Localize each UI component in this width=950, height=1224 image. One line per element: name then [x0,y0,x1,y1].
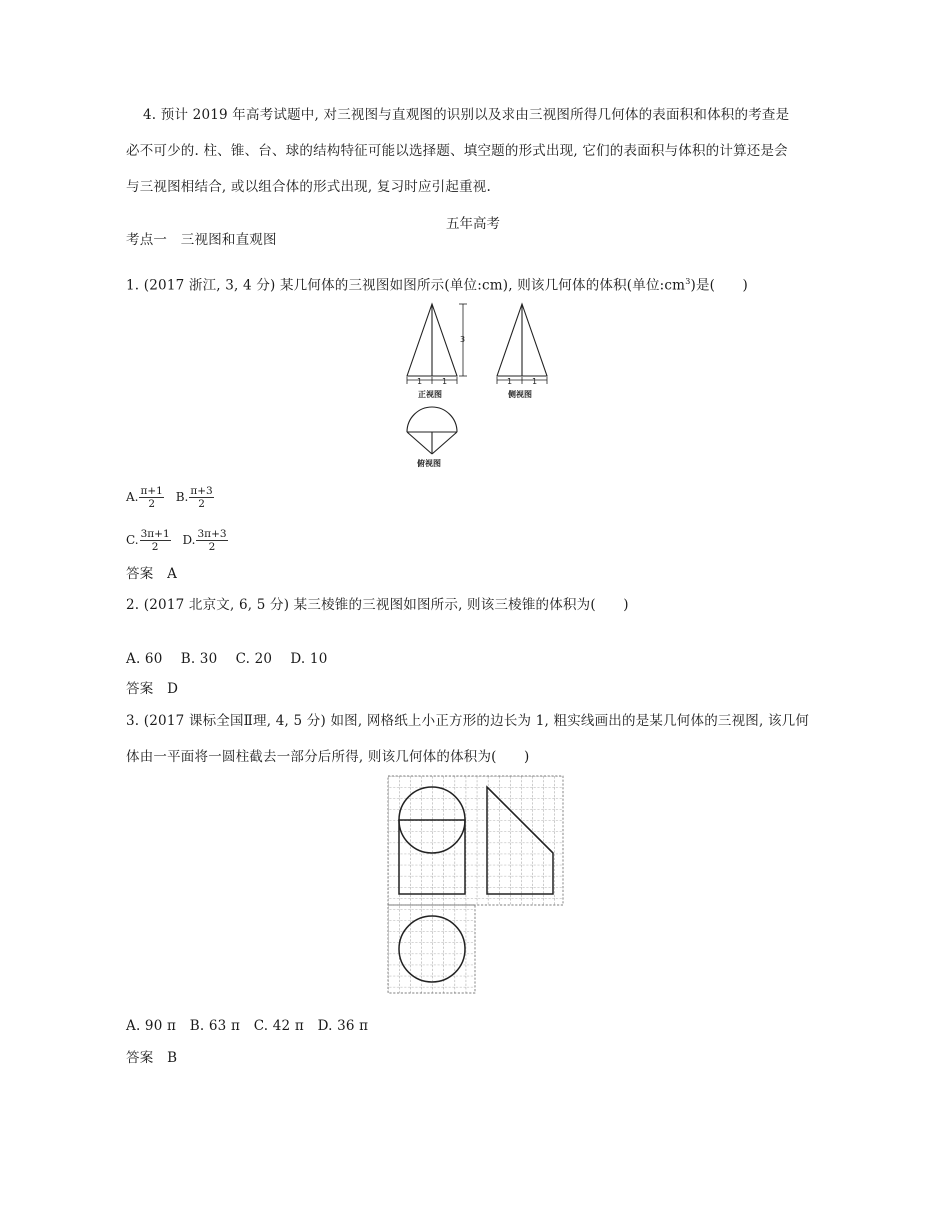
q1-front-view-label: 正视图 [418,390,442,399]
intro-line-2: 必不可少的. 柱、锥、台、球的结构特征可能以选择题、填空题的形式出现, 它们的表面积与体积的计算还是会 [126,143,788,159]
q3-stem-line-1: 3. (2017 课标全国Ⅱ理, 4, 5 分) 如图, 网格纸上小正方形的边长为 1, 粗实线画出的是某几何体的三视图, 该几何 [126,713,810,729]
q1-side-view [497,304,547,376]
intro-line-3: 与三视图相结合, 或以组合体的形式出现, 复习时应引起重视. [126,179,491,195]
q3-options: A. 90 π B. 63 π C. 42 π D. 36 π [126,1018,369,1034]
q1-height-label: 3 [460,335,466,344]
topic-heading: 考点一 三视图和直观图 [126,232,277,248]
q1-option-c-den: 2 [151,541,159,553]
q1-option-d-num: 3π+3 [197,528,227,540]
q1-side-dim-right: 1 [532,377,538,386]
q1-front-dim-left: 1 [417,377,423,386]
q1-three-view-figure [395,296,555,474]
q1-side-width-dimension [497,377,547,384]
q3-stem-line-2: 体由一平面将一圆柱截去一部分后所得, 则该几何体的体积为( ) [126,749,530,765]
q1-front-width-dimension [407,377,457,384]
q1-front-view [407,304,457,376]
q1-option-a-num: π+1 [140,485,163,497]
q1-option-d-den: 2 [208,541,216,553]
q1-stem [126,274,748,294]
q1-option-c-num: 3π+1 [140,528,170,540]
q1-option-c-prefix: C. [126,533,139,547]
q1-options-row-1 [126,485,214,510]
q1-option-b-den: 2 [198,498,205,510]
q1-option-a-prefix: A. [126,490,139,504]
q3-answer: 答案 B [126,1050,178,1066]
q1-top-view-label: 俯视图 [417,459,441,468]
q3-grid-three-view-figure [386,774,564,996]
q1-option-a-den: 2 [148,498,156,510]
q1-options-row-2 [126,528,228,553]
q1-option-b-prefix: B. [175,490,189,504]
q1-top-view [407,407,457,454]
q1-stem-before: 1. (2017 浙江, 3, 4 分) 某几何体的三视图如图所示(单位:cm), 则该几何体的体积(单位:cm [126,277,686,294]
section-title: 五年高考 [446,216,500,232]
q1-option-c-fraction [140,528,171,553]
q1-stem-sup: 3 [685,277,691,286]
q1-answer: 答案 A [126,566,178,582]
q1-side-view-label: 侧视图 [508,390,532,399]
q2-answer: 答案 D [126,681,179,697]
q1-option-b-num: π+3 [190,485,213,497]
q3-grid-paper [388,776,563,993]
q2-options: A. 60 B. 30 C. 20 D. 10 [126,651,328,667]
q1-stem-after: )是( ) [690,277,748,294]
q1-option-a-fraction [139,485,163,510]
q1-front-dim-right: 1 [442,377,448,386]
q1-side-dim-left: 1 [507,377,513,386]
intro-line-1: 4. 预计 2019 年高考试题中, 对三视图与直观图的识别以及求由三视图所得几何体的表面积和体积的考查是 [143,107,790,123]
q1-option-b-fraction [189,485,213,510]
q1-option-d-fraction [196,528,227,553]
q1-option-d-prefix: D. [182,533,196,547]
q2-stem: 2. (2017 北京文, 6, 5 分) 某三棱锥的三视图如图所示, 则该三棱锥的体积为( ) [126,597,629,613]
